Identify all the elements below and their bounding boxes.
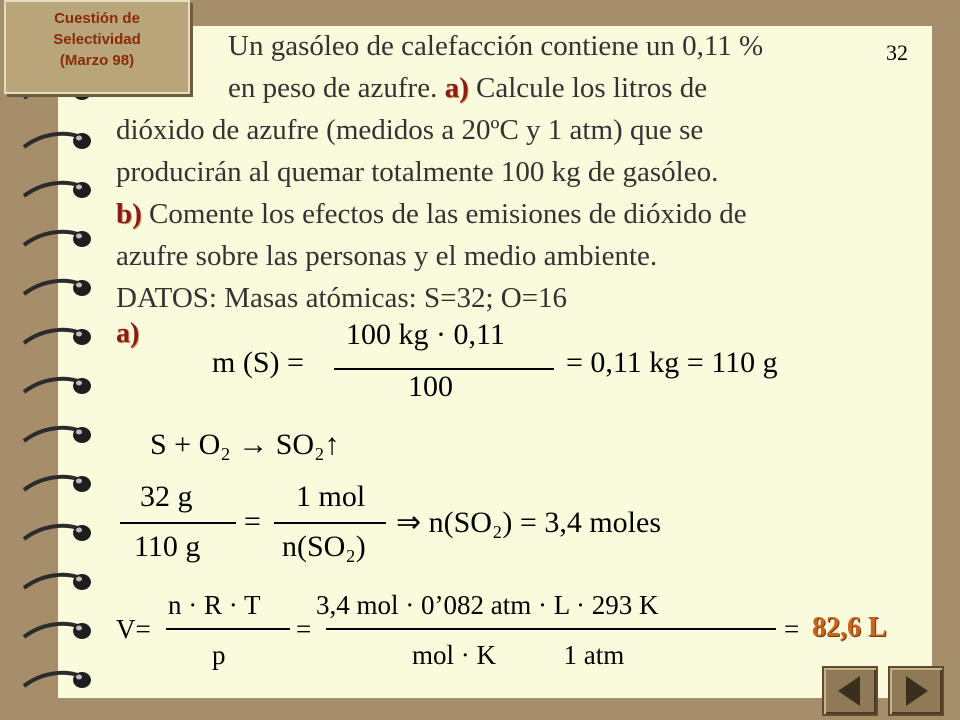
ratio-denominator-2: n(SO₂)	[282, 530, 366, 563]
volume-lhs: V=	[116, 614, 151, 644]
moles-result: ⇒ n(SO₂) = 3,4 moles	[396, 506, 662, 539]
problem-line-5-text: Comente los efectos de las emisiones de dióxido de	[141, 198, 747, 230]
data-line: DATOS: Masas atómicas: S=32; O=16	[116, 282, 568, 314]
binding-ring	[22, 276, 92, 302]
volume-numerator-2: 3,4 mol · 0’082 atm · L · 293 K	[316, 590, 659, 620]
problem-line-4: producirán al quemar totalmente 100 kg de gasóleo.	[116, 156, 719, 188]
volume-bar-2	[326, 628, 776, 630]
solution-a-label: a)	[116, 318, 140, 349]
volume-denominator-1: p	[212, 640, 226, 670]
mass-lhs: m (S) =	[212, 346, 304, 379]
volume-denominator-2: mol · K 1 atm	[412, 640, 625, 670]
triangle-right-icon	[890, 668, 942, 714]
problem-line-1: Un gasóleo de calefacción contiene un 0,11 %	[228, 30, 764, 62]
triangle-left-icon	[824, 668, 876, 714]
binding-ring	[22, 227, 92, 253]
binding-ring	[22, 374, 92, 400]
next-slide-button[interactable]	[888, 666, 944, 716]
problem-line-2-text-b: Calcule los litros de	[468, 72, 708, 104]
ratio-denominator-1: 110 g	[134, 530, 201, 563]
binding-ring	[22, 178, 92, 204]
page-number: 32	[886, 40, 908, 65]
volume-result: 82,6 L	[812, 612, 887, 643]
binding-ring	[22, 668, 92, 694]
ratio-bar-1	[120, 522, 236, 524]
part-b-label: b)	[116, 198, 142, 230]
problem-line-5	[116, 198, 747, 231]
ratio-equals: =	[244, 505, 261, 538]
binding-ring	[22, 521, 92, 547]
ratio-bar-2	[274, 522, 386, 524]
part-a-label: a)	[444, 72, 469, 104]
mass-denominator: 100	[408, 370, 453, 403]
problem-line-3: dióxido de azufre (medidos a 20ºC y 1 atm) que se	[116, 114, 704, 146]
problem-line-2	[228, 72, 707, 105]
binding-ring	[22, 619, 92, 645]
mass-numerator: 100 kg · 0,11	[346, 318, 505, 351]
binding-ring	[22, 570, 92, 596]
source-badge	[4, 0, 190, 94]
volume-equals: =	[296, 614, 312, 644]
reaction-equation: S + O₂ → SO₂↑	[150, 428, 340, 461]
badge-line-2: Selectividad	[53, 31, 141, 48]
binding-ring	[22, 472, 92, 498]
mass-rhs: = 0,11 kg = 110 g	[566, 346, 778, 379]
binding-ring	[22, 129, 92, 155]
badge-line-3: (Marzo 98)	[59, 52, 135, 69]
previous-slide-button[interactable]	[822, 666, 878, 716]
binding-ring	[22, 423, 92, 449]
ratio-numerator-2: 1 mol	[296, 480, 366, 513]
problem-line-2-text-a: en peso de azufre.	[228, 72, 445, 104]
volume-numerator-1: n · R · T	[168, 590, 261, 620]
badge-line-1: Cuestión de	[54, 10, 140, 27]
volume-bar-1	[166, 628, 290, 630]
problem-line-6: azufre sobre las personas y el medio ambiente.	[116, 240, 658, 272]
binding-ring	[22, 325, 92, 351]
volume-rhs-equals: =	[784, 614, 800, 644]
ratio-numerator-1: 32 g	[140, 480, 193, 513]
